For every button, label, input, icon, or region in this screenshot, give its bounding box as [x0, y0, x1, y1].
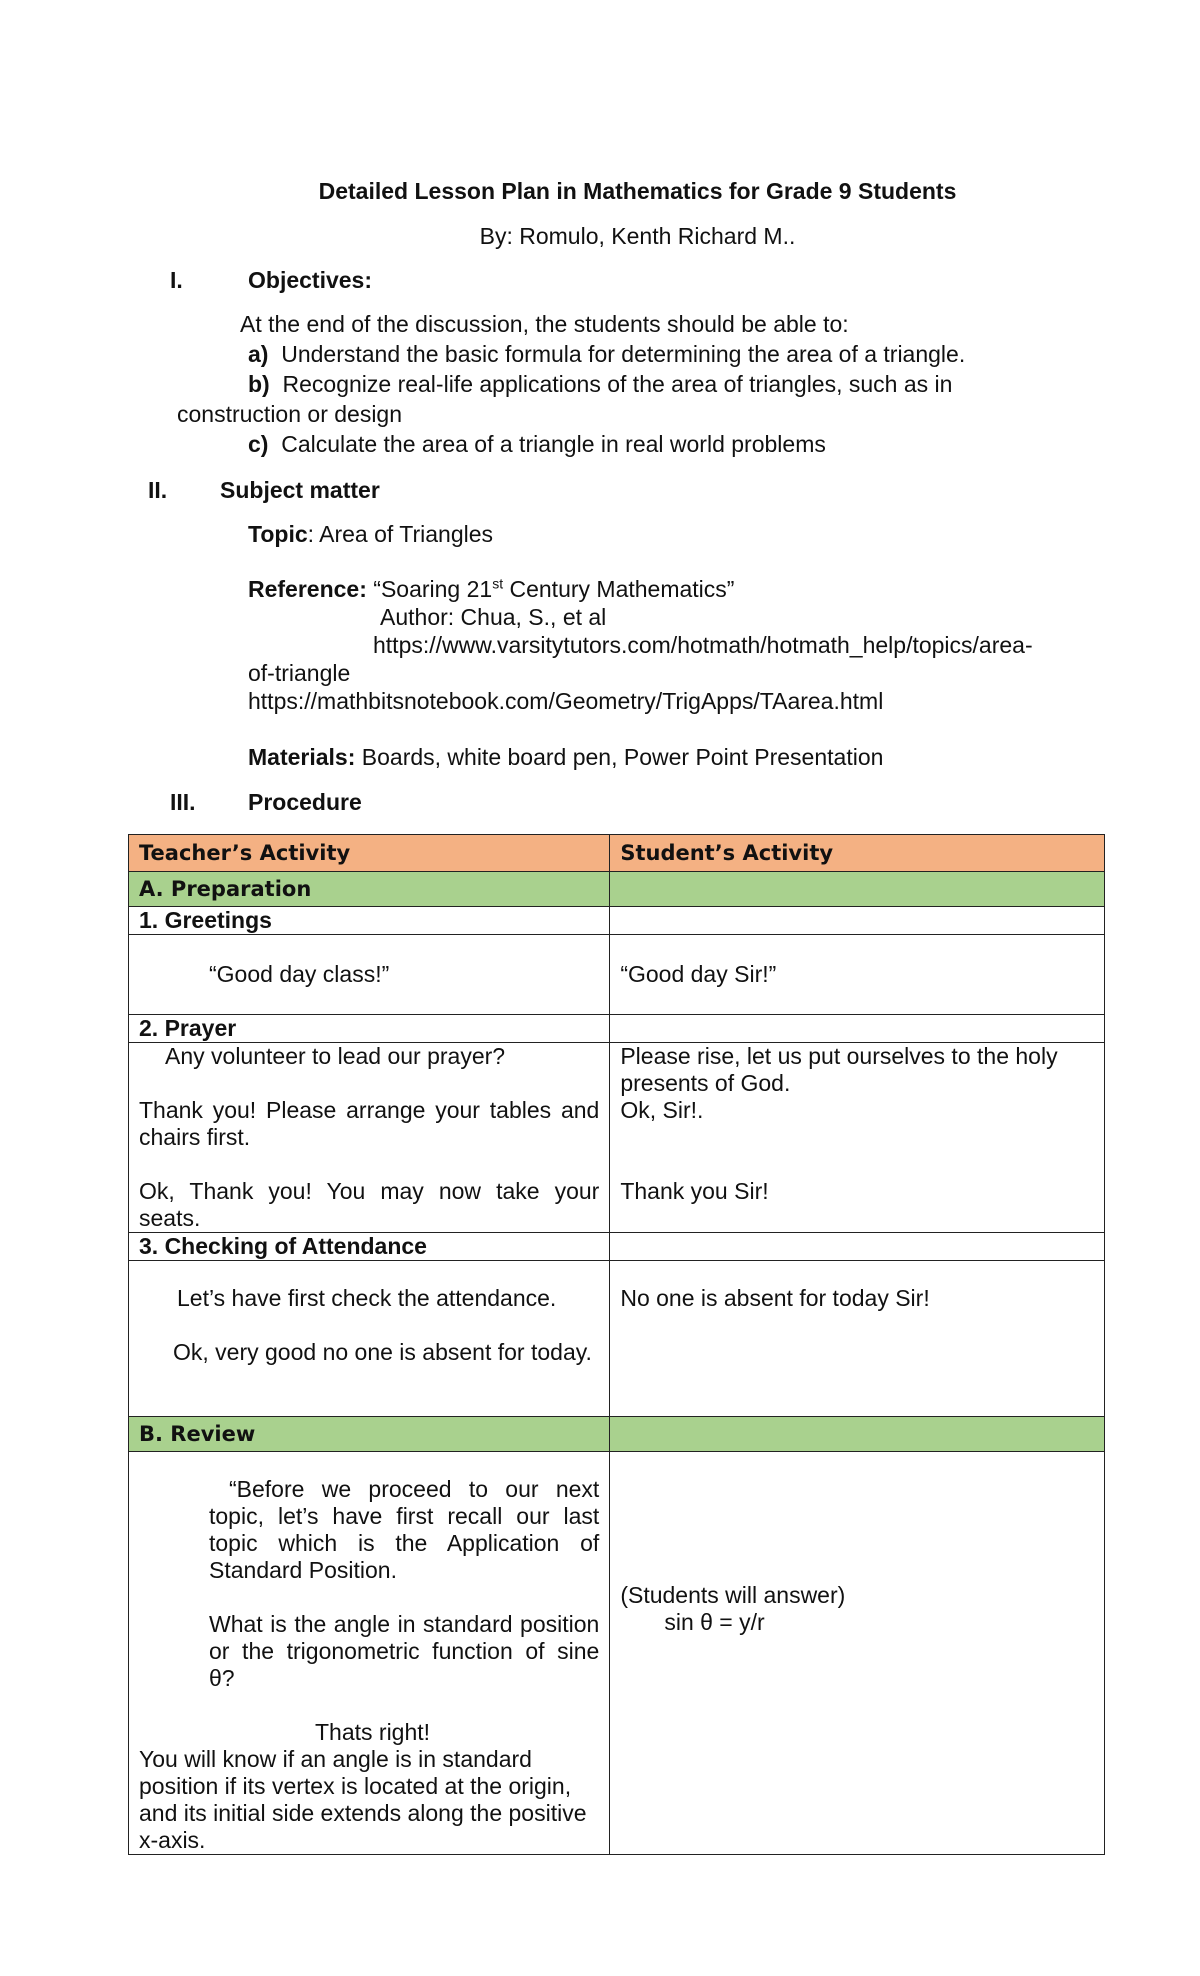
- prayer-empty: [610, 1015, 1105, 1043]
- section-numeral-3: III.: [170, 789, 196, 815]
- document-title: Detailed Lesson Plan in Mathematics for Grade 9 Students: [318, 178, 957, 204]
- greetings-empty: [610, 907, 1105, 935]
- reference-url-2: https://mathbitsnotebook.com/Geometry/TrigApps/TAarea.html: [248, 688, 884, 714]
- reference-book: “Soaring 21st Century Mathematics”: [373, 575, 735, 602]
- review-teacher: “Before we proceed to our next topic, let’s have first recall our last topic which is the Application of Standard Position. What is the angle in standard position or the trigonometric function of sine θ? Thats right! You will know if an angle is in standard position if its vertex is located at the origin, and its initial side extends along the positive x-axis.: [129, 1452, 610, 1855]
- attendance-teacher: Let’s have first check the attendance. Ok, very good no one is absent for today.: [129, 1261, 610, 1417]
- greetings-label: 1. Greetings: [129, 907, 610, 935]
- review-student: (Students will answer) sin θ = y/r: [610, 1452, 1105, 1855]
- materials-value: Boards, white board pen, Power Point Presentation: [355, 744, 884, 770]
- attendance-empty: [610, 1233, 1105, 1261]
- preparation-row: [129, 872, 1105, 907]
- attendance-label: 3. Checking of Attendance: [129, 1233, 610, 1261]
- attendance-heading-row: [129, 1233, 1105, 1261]
- objective-b: [248, 370, 952, 398]
- objectives-intro: At the end of the discussion, the students should be able to:: [240, 311, 849, 337]
- objective-c: [248, 430, 826, 458]
- objectives-heading: Objectives:: [248, 267, 372, 293]
- prayer-row: [129, 1043, 1105, 1233]
- greetings-teacher: “Good day class!”: [129, 935, 610, 1015]
- objective-letter: c): [248, 431, 269, 457]
- review-empty: [610, 1417, 1105, 1452]
- review-label: B. Review: [129, 1417, 610, 1452]
- prayer-label: 2. Prayer: [129, 1015, 610, 1043]
- objective-letter: b): [248, 371, 270, 397]
- preparation-label: A. Preparation: [129, 872, 610, 907]
- objective-letter: a): [248, 341, 269, 367]
- reference-line: [248, 575, 734, 603]
- attendance-student: No one is absent for today Sir!: [610, 1261, 1105, 1417]
- review-row: [129, 1417, 1105, 1452]
- prayer-heading-row: [129, 1015, 1105, 1043]
- prayer-student: Please rise, let us put ourselves to the holy presents of God. Ok, Sir!. Thank you Sir!: [610, 1043, 1105, 1233]
- author-line: By: Romulo, Kenth Richard M..: [479, 223, 796, 249]
- greetings-heading-row: [129, 907, 1105, 935]
- reference-label: Reference:: [248, 576, 367, 602]
- subject-matter-heading: Subject matter: [220, 477, 380, 503]
- greetings-row: [129, 935, 1105, 1015]
- preparation-empty: [610, 872, 1105, 907]
- objective-text: Understand the basic formula for determining the area of a triangle.: [281, 341, 966, 367]
- reference-url-1: https://www.varsitytutors.com/hotmath/hotmath_help/topics/area-: [373, 632, 1033, 658]
- section-numeral-1: I.: [170, 267, 183, 293]
- objective-text: Recognize real-life applications of the area of triangles, such as in: [282, 371, 953, 397]
- table-header-row: [129, 835, 1105, 872]
- reference-author: Author: Chua, S., et al: [380, 604, 607, 630]
- procedure-table: [128, 834, 1105, 1855]
- attendance-row: [129, 1261, 1105, 1417]
- objective-a: [248, 340, 965, 368]
- student-activity-header: Student’s Activity: [610, 835, 1105, 872]
- topic-label: Topic: [248, 521, 308, 547]
- review-content-row: [129, 1452, 1105, 1855]
- objective-text: Calculate the area of a triangle in real world problems: [281, 431, 826, 457]
- topic-value: : Area of Triangles: [307, 521, 494, 547]
- teacher-activity-header: Teacher’s Activity: [129, 835, 610, 872]
- section-numeral-2: II.: [148, 477, 168, 503]
- objective-b-continued: construction or design: [177, 401, 403, 427]
- materials-label: Materials:: [248, 744, 356, 770]
- prayer-teacher: Any volunteer to lead our prayer? Thank you! Please arrange your tables and chairs first. Ok, Thank you! You may now take your seats.: [129, 1043, 610, 1233]
- reference-url-1-continued: of-triangle: [248, 660, 351, 686]
- topic-line: [248, 520, 493, 548]
- materials-line: [248, 743, 883, 771]
- greetings-student: “Good day Sir!”: [610, 935, 1105, 1015]
- procedure-heading: Procedure: [248, 789, 362, 815]
